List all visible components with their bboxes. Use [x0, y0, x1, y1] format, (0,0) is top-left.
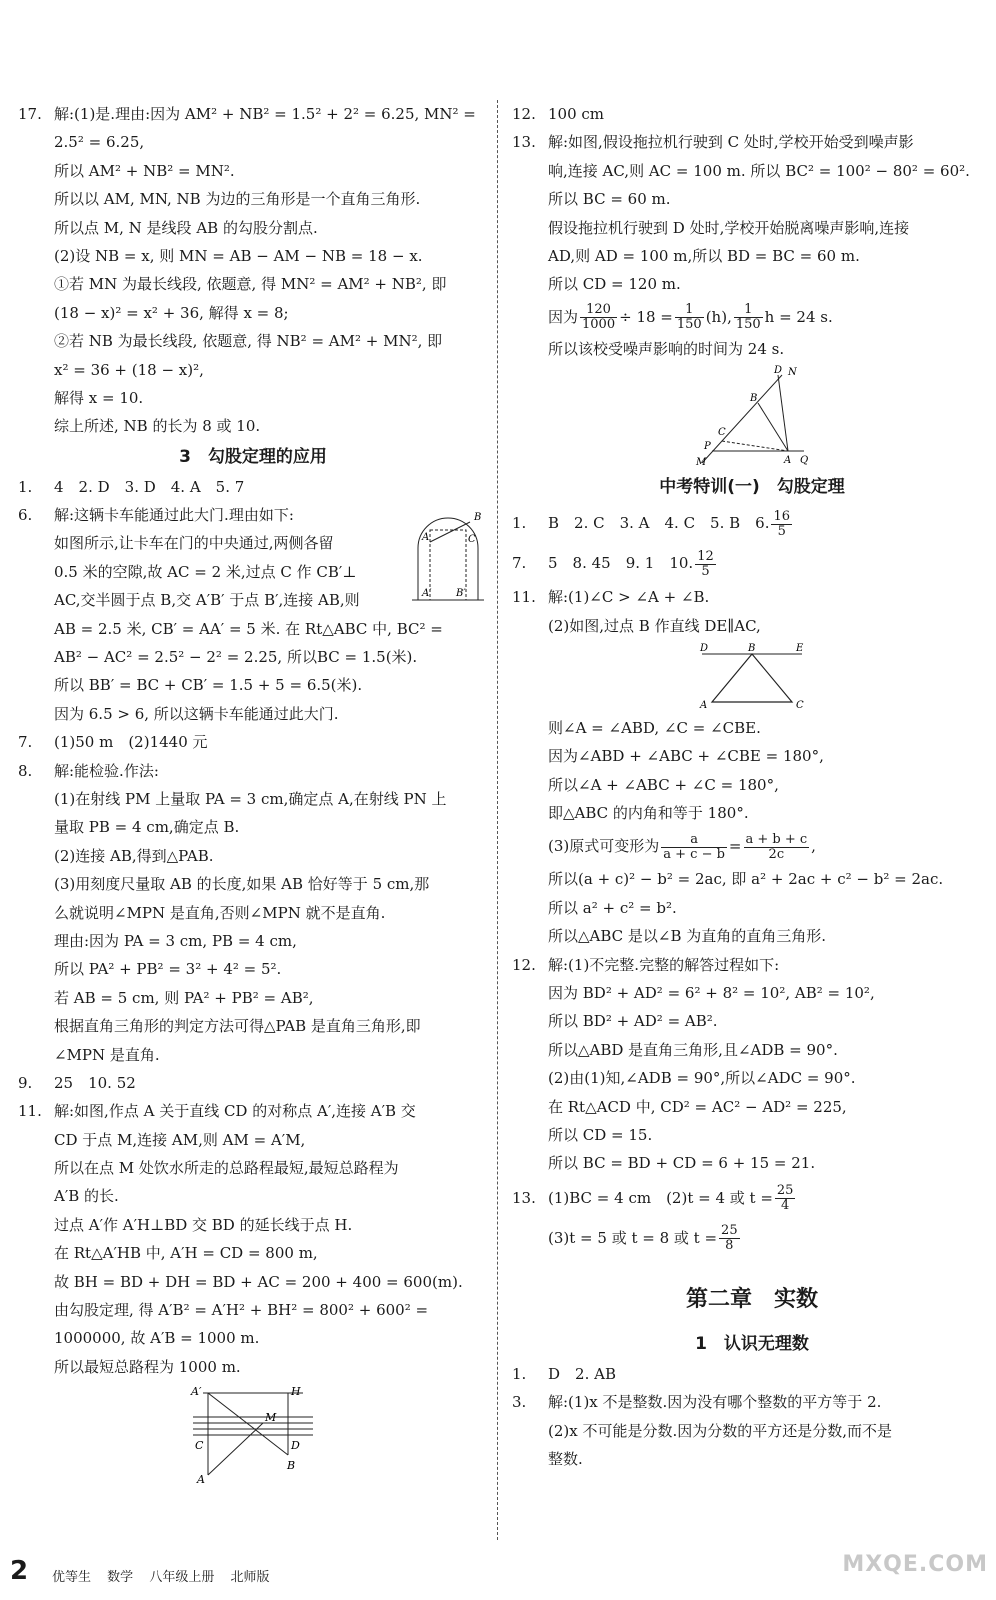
answer-line	[18, 1324, 488, 1352]
answer-line	[512, 771, 992, 799]
answer-text: 所以 CD = 120 m.	[548, 275, 681, 294]
answer-line	[18, 870, 488, 898]
answer-line	[18, 1041, 488, 1069]
tri-label-e: E	[796, 642, 804, 654]
answer-text: AC,交半圆于点 B,交 A′B′ 于点 B′,连接 AB,则	[54, 591, 360, 610]
answer-text: (2)x 不可能是分数.因为分数的平方还是分数,而不是	[548, 1421, 893, 1440]
question-number: 12.	[512, 105, 536, 123]
answer-line	[512, 214, 992, 242]
answer-text: D 2. AB	[548, 1364, 616, 1383]
tractor-label-n: N	[788, 367, 797, 379]
answer-text: 所以以 AM, MN, NB 为边的三角形是一个直角三角形.	[54, 190, 421, 209]
question-number: 8.	[18, 761, 33, 780]
answer-line	[512, 583, 992, 611]
answer-line	[18, 1069, 488, 1097]
page-number: 2	[10, 1556, 29, 1586]
triangle-figure	[692, 642, 812, 712]
answer-text: 量取 PB = 4 cm,确定点 B.	[54, 818, 240, 837]
question-number: 7.	[18, 733, 33, 752]
answer-line	[18, 899, 488, 927]
answer-line	[18, 671, 488, 699]
answer-text: 2.5² = 6.25,	[54, 133, 145, 152]
answer-text: 么就说明∠MPN 是直角,否则∠MPN 就不是直角.	[54, 903, 386, 922]
question-number: 9.	[18, 1073, 33, 1092]
answer-line	[18, 185, 488, 213]
question-number: 3.	[512, 1393, 527, 1412]
answer-line	[512, 1121, 992, 1149]
answer-line	[18, 157, 488, 185]
answer-text: 解:(1)不完整.完整的解答过程如下:	[548, 955, 780, 974]
answer-text: 假设拖拉机行驶到 D 处时,学校开始脱离噪声影响,连接	[548, 218, 910, 237]
river-label-d: D	[291, 1439, 300, 1453]
answer-text: 综上所述, NB 的长为 8 或 10.	[54, 417, 261, 436]
tractor-label-a: A	[784, 455, 792, 467]
answer-text: (2)如图,过点 B 作直线 DE∥AC,	[548, 616, 761, 635]
answer-text: 所以 AM² + NB² = MN².	[54, 161, 235, 180]
answer-line: 13. (1)BC = 4 cm (2)t = 4 或 t = $\frac{25}{4}$	[512, 1183, 794, 1214]
answer-text: 因为 6.5 > 6, 所以这辆卡车能通过此大门.	[54, 704, 339, 723]
answer-text: (1)在射线 PM 上量取 PA = 3 cm,确定点 A,在射线 PN 上	[54, 789, 447, 808]
question-number: 17.	[18, 105, 42, 123]
answer-line	[512, 894, 992, 922]
answer-line	[18, 1182, 488, 1210]
gate-label-aprime: A′	[422, 588, 432, 599]
answer-text: 1000000, 故 A′B = 1000 m.	[54, 1329, 260, 1348]
answer-line	[18, 615, 488, 643]
answer-line	[18, 700, 488, 728]
answer-text: AB² − AC² = 2.5² − 2² = 2.25, 所以BC = 1.5(米).	[54, 648, 418, 667]
answer-line	[18, 100, 488, 128]
answer-text: (3)用刻度尺量取 AB 的长度,如果 AB 恰好等于 5 cm,那	[54, 875, 430, 894]
answer-line	[512, 100, 992, 128]
page-footer	[0, 1548, 996, 1600]
answer-line	[18, 813, 488, 841]
answer-line	[512, 242, 992, 270]
answer-line	[512, 799, 992, 827]
answer-text: 故 BH = BD + DH = BD + AC = 200 + 400 = 600(m).	[54, 1272, 463, 1291]
answer-line	[512, 951, 992, 979]
fraction: $\frac{1}{150}$	[735, 302, 761, 333]
gate-label-a: A	[422, 532, 430, 543]
answer-text: 所以 CD = 15.	[548, 1125, 653, 1144]
answer-text: AB = 2.5 米, CB′ = AA′ = 5 米. 在 Rt△ABC 中, BC² =	[54, 619, 443, 638]
answer-text: 所以△ABD 是直角三角形,且∠ADB = 90°.	[548, 1040, 838, 1059]
answer-text: (18 − x)² = x² + 36, 解得 x = 8;	[54, 303, 289, 322]
gate-label-bprime: B′	[456, 588, 466, 599]
answer-text: 所以点 M, N 是线段 AB 的勾股分割点.	[54, 218, 318, 237]
answer-line	[512, 1445, 992, 1473]
answer-line	[512, 979, 992, 1007]
answer-line	[18, 984, 488, 1012]
answer-line	[18, 327, 488, 355]
answer-line	[512, 128, 992, 156]
answer-text: 解:(1)是.理由:因为 AM² + NB² = 1.5² + 2² = 6.25, MN² =	[54, 105, 476, 123]
footer-book-info	[52, 1566, 281, 1585]
river-label-b: B	[287, 1459, 296, 1473]
answer-line	[18, 1097, 488, 1125]
answer-line	[18, 1012, 488, 1040]
answer-text: 整数.	[548, 1449, 583, 1468]
river-figure	[183, 1383, 323, 1487]
special-training-title: 中考特训(一) 勾股定理	[659, 477, 845, 498]
answer-block-17	[18, 100, 488, 441]
answer-text: 所以(a + c)² − b² = 2ac, 即 a² + 2ac + c² − b² = 2ac.	[548, 870, 944, 889]
right-column	[512, 100, 992, 1473]
answer-text: 在 Rt△ACD 中, CD² = AC² − AD² = 225,	[548, 1097, 847, 1116]
answer-text: 在 Rt△A′HB 中, A′H = CD = 800 m,	[54, 1244, 318, 1263]
answer-text: 所以∠A + ∠ABC + ∠C = 180°,	[548, 775, 779, 794]
river-label-h: H	[291, 1385, 301, 1399]
answer-line	[512, 1093, 992, 1121]
answer-text: 所以在点 M 处饮水所走的总路程最短,最短总路程为	[54, 1159, 399, 1178]
answer-text: 即△ABC 的内角和等于 180°.	[548, 804, 749, 823]
answer-text: 解:如图,假设拖拉机行驶到 C 处时,学校开始受到噪声影	[548, 133, 914, 152]
tri-label-d: D	[700, 642, 709, 654]
answer-line	[18, 473, 488, 501]
answer-line	[18, 356, 488, 384]
section-title-3: 3 勾股定理的应用	[179, 446, 327, 467]
answer-line	[18, 412, 488, 440]
fraction: $\frac{25}{8}$	[721, 1223, 738, 1254]
tractor-label-p: P	[704, 441, 711, 453]
question-number: 6.	[18, 506, 33, 525]
answer-line: 所以该校受噪声影响的时间为 24 s.	[548, 339, 785, 358]
answer-block-11b	[512, 714, 992, 828]
answer-text: 所以△ABC 是以∠B 为直角的直角三角形.	[548, 927, 827, 946]
answer-text: 如图所示,让卡车在门的中央通过,两侧各留	[54, 534, 334, 553]
answer-line	[18, 1268, 488, 1296]
answer-line	[18, 214, 488, 242]
answer-line	[18, 1353, 488, 1381]
tractor-label-q: Q	[800, 455, 809, 467]
answer-line	[18, 1211, 488, 1239]
frac-line-11: (3)原式可变形为 $\frac{a}{a + c - b}$ = $\frac{a + b + c}{2c}$ ,	[548, 831, 816, 862]
answer-text: AD,则 AD = 100 m,所以 BD = BC = 60 m.	[548, 246, 860, 265]
answer-text: 根据直角三角形的判定方法可得△PAB 是直角三角形,即	[54, 1017, 421, 1036]
question-number: 1.	[18, 477, 33, 496]
answer-text: (2)设 NB = x, 则 MN = AB − AM − NB = 18 − x.	[54, 246, 423, 265]
question-number: 11.	[512, 588, 536, 607]
answer-line	[512, 865, 992, 893]
answer-line	[18, 785, 488, 813]
footer-edition: 北师版	[230, 1570, 270, 1585]
answer-text: A′B 的长.	[54, 1187, 119, 1206]
answer-line	[512, 922, 992, 950]
answer-text: 若 AB = 5 cm, 则 PA² + PB² = AB²,	[54, 988, 314, 1007]
answer-text: (1)50 m (2)1440 元	[54, 733, 208, 752]
answer-text: ②若 NB 为最长线段, 依题意, 得 NB² = AM² + MN², 即	[54, 332, 443, 351]
answer-text: (2)由(1)知,∠ADB = 90°,所以∠ADC = 90°.	[548, 1069, 856, 1088]
answer-text: ①若 MN 为最长线段, 依题意, 得 MN² = AM² + NB², 即	[54, 275, 447, 294]
question-number: 1.	[512, 1364, 527, 1383]
fraction: $\frac{1}{150}$	[676, 302, 702, 333]
tractor-figure	[692, 365, 812, 469]
answer-line	[512, 270, 992, 298]
fraction: $\frac{12}{5}$	[697, 548, 714, 579]
fraction: $\frac{120}{1000}$	[582, 302, 616, 333]
answer-line	[512, 157, 992, 185]
tri-label-a: A	[700, 699, 708, 711]
answer-text: x² = 36 + (18 − x)²,	[54, 360, 204, 379]
tri-label-b: B	[748, 642, 756, 654]
answer-text: 解得 x = 10.	[54, 388, 144, 407]
answer-block-12-13	[512, 100, 992, 299]
question-number: 12.	[512, 955, 536, 974]
section-title-1: 1 认识无理数	[695, 1333, 809, 1354]
answer-text: 过点 A′作 A′H⊥BD 交 BD 的延长线于点 H.	[54, 1215, 353, 1234]
answer-block-12	[512, 865, 992, 1177]
gate-label-b: B	[474, 512, 482, 523]
answer-line	[18, 1126, 488, 1154]
answer-line	[512, 1388, 992, 1416]
fraction: $\frac{16}{5}$	[773, 508, 791, 539]
answer-text: 100 cm	[548, 105, 605, 123]
watermark-logo: MXQE.COM	[842, 1552, 988, 1577]
answer-text: 理由:因为 PA = 3 cm, PB = 4 cm,	[54, 931, 297, 950]
answer-block-ch2	[512, 1360, 992, 1474]
answer-text: 则∠A = ∠ABD, ∠C = ∠CBE.	[548, 718, 761, 737]
answer-text: 解:(1)∠C > ∠A + ∠B.	[548, 588, 710, 607]
gate-label-c: C	[468, 534, 476, 545]
answer-line	[512, 185, 992, 213]
answer-line	[18, 270, 488, 298]
column-divider	[497, 100, 498, 1540]
answer-text: 因为∠ABD + ∠ABC + ∠CBE = 180°,	[548, 747, 824, 766]
answer-text: 响,连接 AC,则 AC = 100 m. 所以 BC² = 100² − 80² = 60².	[548, 161, 970, 180]
gate-figure	[410, 508, 490, 604]
tractor-label-d: D	[774, 365, 783, 377]
answer-line	[18, 242, 488, 270]
answer-text: 所以 BC = BD + CD = 6 + 15 = 21.	[548, 1154, 816, 1173]
answer-line	[18, 128, 488, 156]
answer-text: 0.5 米的空隙,故 AC = 2 米,过点 C 作 CB′⊥	[54, 562, 357, 581]
answer-line: (3)t = 5 或 t = 8 或 t = $\frac{25}{8}$	[548, 1223, 738, 1254]
answer-text: 解:(1)x 不是整数.因为没有哪个整数的平方等于 2.	[548, 1393, 882, 1412]
tractor-label-c: C	[718, 427, 726, 439]
footer-grade: 八年级上册	[149, 1570, 215, 1585]
answer-text: 所以 BD² + AD² = AB².	[548, 1012, 718, 1031]
answer-line	[512, 1149, 992, 1177]
answer-text: (2)连接 AB,得到△PAB.	[54, 846, 214, 865]
fraction: $\frac{25}{4}$	[776, 1183, 794, 1214]
river-label-m: M	[265, 1411, 277, 1425]
answer-text: 解:这辆卡车能通过此大门.理由如下:	[54, 506, 294, 525]
answer-line	[512, 714, 992, 742]
footer-subject: 数学	[107, 1570, 134, 1585]
answer-line	[18, 1296, 488, 1324]
answer-line	[512, 1417, 992, 1445]
answer-line	[18, 643, 488, 671]
answer-line	[18, 757, 488, 785]
answer-text: 所以 PA² + PB² = 3² + 4² = 5².	[54, 960, 282, 979]
answer-text: 解:能检验.作法:	[54, 761, 159, 780]
left-column	[18, 100, 488, 1489]
answer-block-11a	[512, 583, 992, 640]
answer-line	[512, 742, 992, 770]
answer-line	[512, 1360, 992, 1388]
answer-line	[18, 299, 488, 327]
footer-book: 优等生	[52, 1570, 92, 1585]
fraction: $\frac{a}{a + c - b}$	[663, 831, 725, 862]
river-label-a: A	[197, 1473, 205, 1487]
tri-label-c: C	[796, 699, 804, 711]
question-number: 13.	[512, 133, 536, 152]
answer-text: 25 10. 52	[54, 1073, 136, 1092]
answer-line: 7. 5 8. 45 9. 1 10. $\frac{12}{5}$	[512, 548, 714, 579]
answer-line	[512, 612, 992, 640]
answer-line	[18, 1154, 488, 1182]
river-label-c: C	[195, 1439, 204, 1453]
answer-line	[18, 842, 488, 870]
answer-line	[18, 1239, 488, 1267]
answer-text: 所以最短总路程为 1000 m.	[54, 1357, 241, 1376]
answer-text: 解:如图,作点 A 关于直线 CD 的对称点 A′,连接 A′B 交	[54, 1102, 416, 1121]
answer-text: 所以 BC = 60 m.	[548, 190, 671, 209]
frac-line-13: 因为 $\frac{120}{1000}$ ÷ 18 = $\frac{1}{150}$ (h), $\frac{1}{150}$ h = 24 s.	[548, 302, 833, 333]
answer-line	[18, 927, 488, 955]
answer-text: 因为 BD² + AD² = 6² + 8² = 10², AB² = 10²,	[548, 984, 875, 1003]
answer-line	[18, 955, 488, 983]
river-label-aprime: A′	[191, 1385, 202, 1399]
chapter-title: 第二章 实数	[685, 1286, 818, 1312]
answer-text: CD 于点 M,连接 AM,则 AM = A′M,	[54, 1130, 306, 1149]
tractor-label-m: M	[696, 457, 707, 469]
answer-line	[512, 1036, 992, 1064]
answer-line	[512, 1007, 992, 1035]
answer-text: 4 2. D 3. D 4. A 5. 7	[54, 477, 245, 496]
answer-block-section3	[18, 473, 488, 1382]
question-number: 11.	[18, 1102, 42, 1121]
answer-text: 所以 a² + c² = b².	[548, 898, 677, 917]
answer-text: ∠MPN 是直角.	[54, 1045, 160, 1064]
answer-line	[18, 384, 488, 412]
fraction: $\frac{a + b + c}{2c}$	[745, 831, 808, 862]
answer-text: 由勾股定理, 得 A′B² = A′H² + BH² = 800² + 600² =	[54, 1301, 429, 1320]
answer-text: 所以 BB′ = BC + CB′ = 1.5 + 5 = 6.5(米).	[54, 676, 363, 695]
answer-line	[512, 1064, 992, 1092]
answer-line: 1. B 2. C 3. A 4. C 5. B 6. $\frac{16}{5}$	[512, 508, 791, 539]
tractor-label-b: B	[750, 393, 758, 405]
answer-line	[18, 728, 488, 756]
